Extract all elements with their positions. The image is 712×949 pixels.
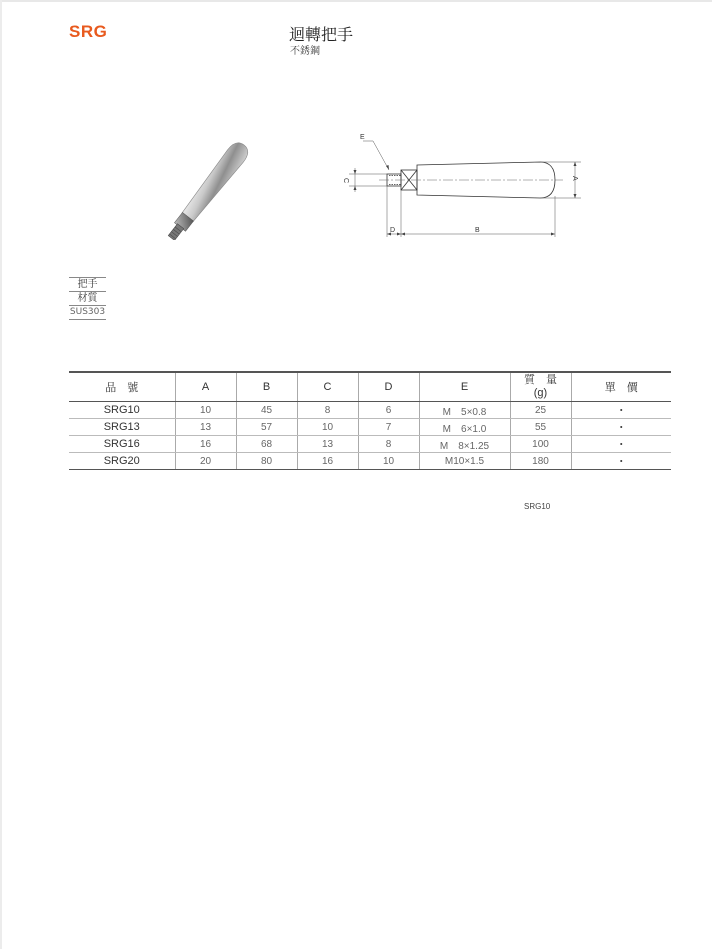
cell-model: SRG13 [69, 419, 175, 436]
label-c: C [342, 178, 349, 184]
header-a: A [175, 372, 236, 402]
cell-model: SRG10 [69, 402, 175, 419]
cell-e: M 8×1.25 [419, 436, 510, 453]
cell-weight: 100 [510, 436, 571, 453]
cell-b: 80 [236, 453, 297, 470]
page-left-border [0, 0, 2, 949]
cell-e: M 5×0.8 [419, 402, 510, 419]
footnote: SRG10 [524, 502, 551, 511]
header-weight [510, 372, 571, 402]
cell-a: 16 [175, 436, 236, 453]
cell-d: 7 [358, 419, 419, 436]
cell-price: ・ [571, 453, 671, 470]
cell-d: 10 [358, 453, 419, 470]
material-box [69, 277, 106, 320]
cell-a: 20 [175, 453, 236, 470]
dimension-drawing [335, 130, 585, 242]
cell-e: M10×1.5 [419, 453, 510, 470]
header-c: C [297, 372, 358, 402]
cell-b: 68 [236, 436, 297, 453]
header-b: B [236, 372, 297, 402]
label-d: D [390, 227, 396, 234]
cell-d: 6 [358, 402, 419, 419]
cell-b: 57 [236, 419, 297, 436]
cell-b: 45 [236, 402, 297, 419]
cell-c: 8 [297, 402, 358, 419]
cell-c: 13 [297, 436, 358, 453]
cell-weight: 180 [510, 453, 571, 470]
cell-weight: 55 [510, 419, 571, 436]
page-title: 迴轉把手 [289, 25, 354, 44]
cell-e: M 6×1.0 [419, 419, 510, 436]
cell-price: ・ [571, 436, 671, 453]
cell-a: 13 [175, 419, 236, 436]
cell-model: SRG20 [69, 453, 175, 470]
header-price: 單 價 [571, 372, 671, 402]
label-b: B [475, 227, 480, 234]
product-photo [150, 132, 275, 240]
header-model: 品 號 [69, 372, 175, 402]
cell-d: 8 [358, 436, 419, 453]
cell-weight: 25 [510, 402, 571, 419]
cell-c: 16 [297, 453, 358, 470]
cell-model: SRG16 [69, 436, 175, 453]
cell-c: 10 [297, 419, 358, 436]
page-subtitle: 不銹鋼 [290, 46, 320, 57]
table-row [69, 402, 671, 419]
cell-price: ・ [571, 419, 671, 436]
header-e: E [419, 372, 510, 402]
cell-a: 10 [175, 402, 236, 419]
header-d: D [358, 372, 419, 402]
material-label-handle: 把手 [69, 277, 106, 291]
cell-price: ・ [571, 402, 671, 419]
page-top-border [0, 0, 712, 2]
table-row [69, 419, 671, 436]
spec-table [69, 371, 671, 470]
table-header-row [69, 372, 671, 402]
header-weight-unit: (g) [533, 387, 548, 399]
material-value: SUS303 [69, 305, 106, 320]
table-row [69, 453, 671, 470]
label-e: E [360, 134, 365, 141]
material-label-title: 材質 [69, 291, 106, 305]
label-a: A [571, 176, 578, 181]
product-code: SRG [69, 22, 108, 41]
header-weight-label: 質 量 [524, 374, 557, 386]
table-row [69, 436, 671, 453]
